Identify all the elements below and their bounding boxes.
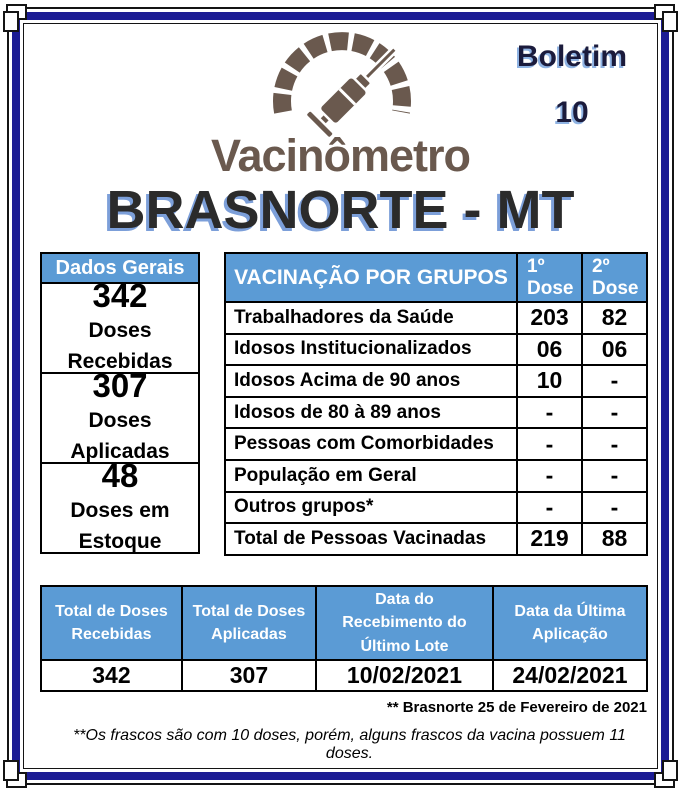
group-label-cell: Trabalhadores da Saúde (226, 301, 516, 333)
groups-table (224, 252, 648, 556)
group-label-cell: Idosos Institucionalizados (226, 333, 516, 365)
dose2-column-header: 2º Dose (581, 254, 646, 301)
group-label-cell: Idosos Acima de 90 anos (226, 364, 516, 396)
dose2-cell: - (581, 459, 646, 491)
page-title: BRASNORTE - MT (106, 180, 575, 240)
border-corner-tab (654, 772, 675, 788)
dose2-cell: 88 (581, 522, 646, 554)
dose2-cell: - (581, 364, 646, 396)
group-label-cell: Pessoas com Comorbidades (226, 427, 516, 459)
dose1-cell: - (516, 396, 581, 428)
dose2-cell: - (581, 396, 646, 428)
dose1-cell: 06 (516, 333, 581, 365)
dose1-column-header: 1º Dose (516, 254, 581, 301)
summary-header-ultimo-lote: Data do Recebimento do Último Lote (315, 587, 492, 659)
dose2-cell: - (581, 427, 646, 459)
dados-gerais-cell (42, 457, 198, 554)
dose1-cell: - (516, 491, 581, 523)
dados-gerais-header: Dados Gerais (42, 254, 198, 282)
border-corner-tab (662, 11, 678, 32)
doses-recebidas-label: Doses Recebidas (67, 318, 173, 374)
dose2-cell: 82 (581, 301, 646, 333)
dose1-cell: 219 (516, 522, 581, 554)
summary-value-recebidas: 342 (42, 659, 181, 690)
summary-header-ultima-aplicacao: Data da Última Aplicação (492, 587, 646, 659)
summary-header-aplicadas: Total de Doses Aplicadas (181, 587, 315, 659)
dose1-cell: 203 (516, 301, 581, 333)
group-label-cell: Total de Pessoas Vacinadas (226, 522, 516, 554)
dose1-cell: - (516, 427, 581, 459)
doses-recebidas-value: 342 (92, 277, 148, 315)
logo-title: Vacinômetro (210, 130, 471, 181)
doses-aplicadas-label: Doses Aplicadas (70, 408, 170, 464)
bulletin-number: 10 (555, 96, 589, 129)
vial-footnote: **Os frascos são com 10 doses, porém, alguns frascos da vacina possuem 11 doses. (73, 727, 626, 762)
bulletin-label: Boletim (516, 40, 627, 73)
summary-table (40, 585, 648, 692)
doses-estoque-value: 48 (101, 457, 139, 495)
border-corner-tab (6, 772, 27, 788)
dose1-cell: 10 (516, 364, 581, 396)
dados-gerais-cell (42, 367, 198, 464)
group-label-cell: Idosos de 80 à 89 anos (226, 396, 516, 428)
border-corner-tab (3, 11, 19, 32)
border-corner-tab (3, 760, 19, 781)
dose2-cell: 06 (581, 333, 646, 365)
summary-header-recebidas: Total de Doses Recebidas (42, 587, 181, 659)
dose2-cell: - (581, 491, 646, 523)
summary-value-ultima-aplicacao: 24/02/2021 (492, 659, 646, 690)
dose1-cell: - (516, 459, 581, 491)
border-corner-tab (6, 4, 27, 20)
dados-gerais-table (40, 252, 200, 554)
summary-value-aplicadas: 307 (181, 659, 315, 690)
doses-estoque-label: Doses em Estoque (70, 498, 170, 554)
date-note: ** Brasnorte 25 de Fevereiro de 2021 (386, 699, 647, 716)
summary-value-ultimo-lote: 10/02/2021 (315, 659, 492, 690)
dados-gerais-cell (42, 277, 198, 374)
bulletin-block (497, 40, 647, 130)
groups-table-title: VACINAÇÃO POR GRUPOS (226, 254, 516, 301)
doses-aplicadas-value: 307 (92, 367, 148, 405)
border-corner-tab (654, 4, 675, 20)
group-label-cell: Outros grupos* (226, 491, 516, 523)
border-corner-tab (662, 760, 678, 781)
group-label-cell: População em Geral (226, 459, 516, 491)
